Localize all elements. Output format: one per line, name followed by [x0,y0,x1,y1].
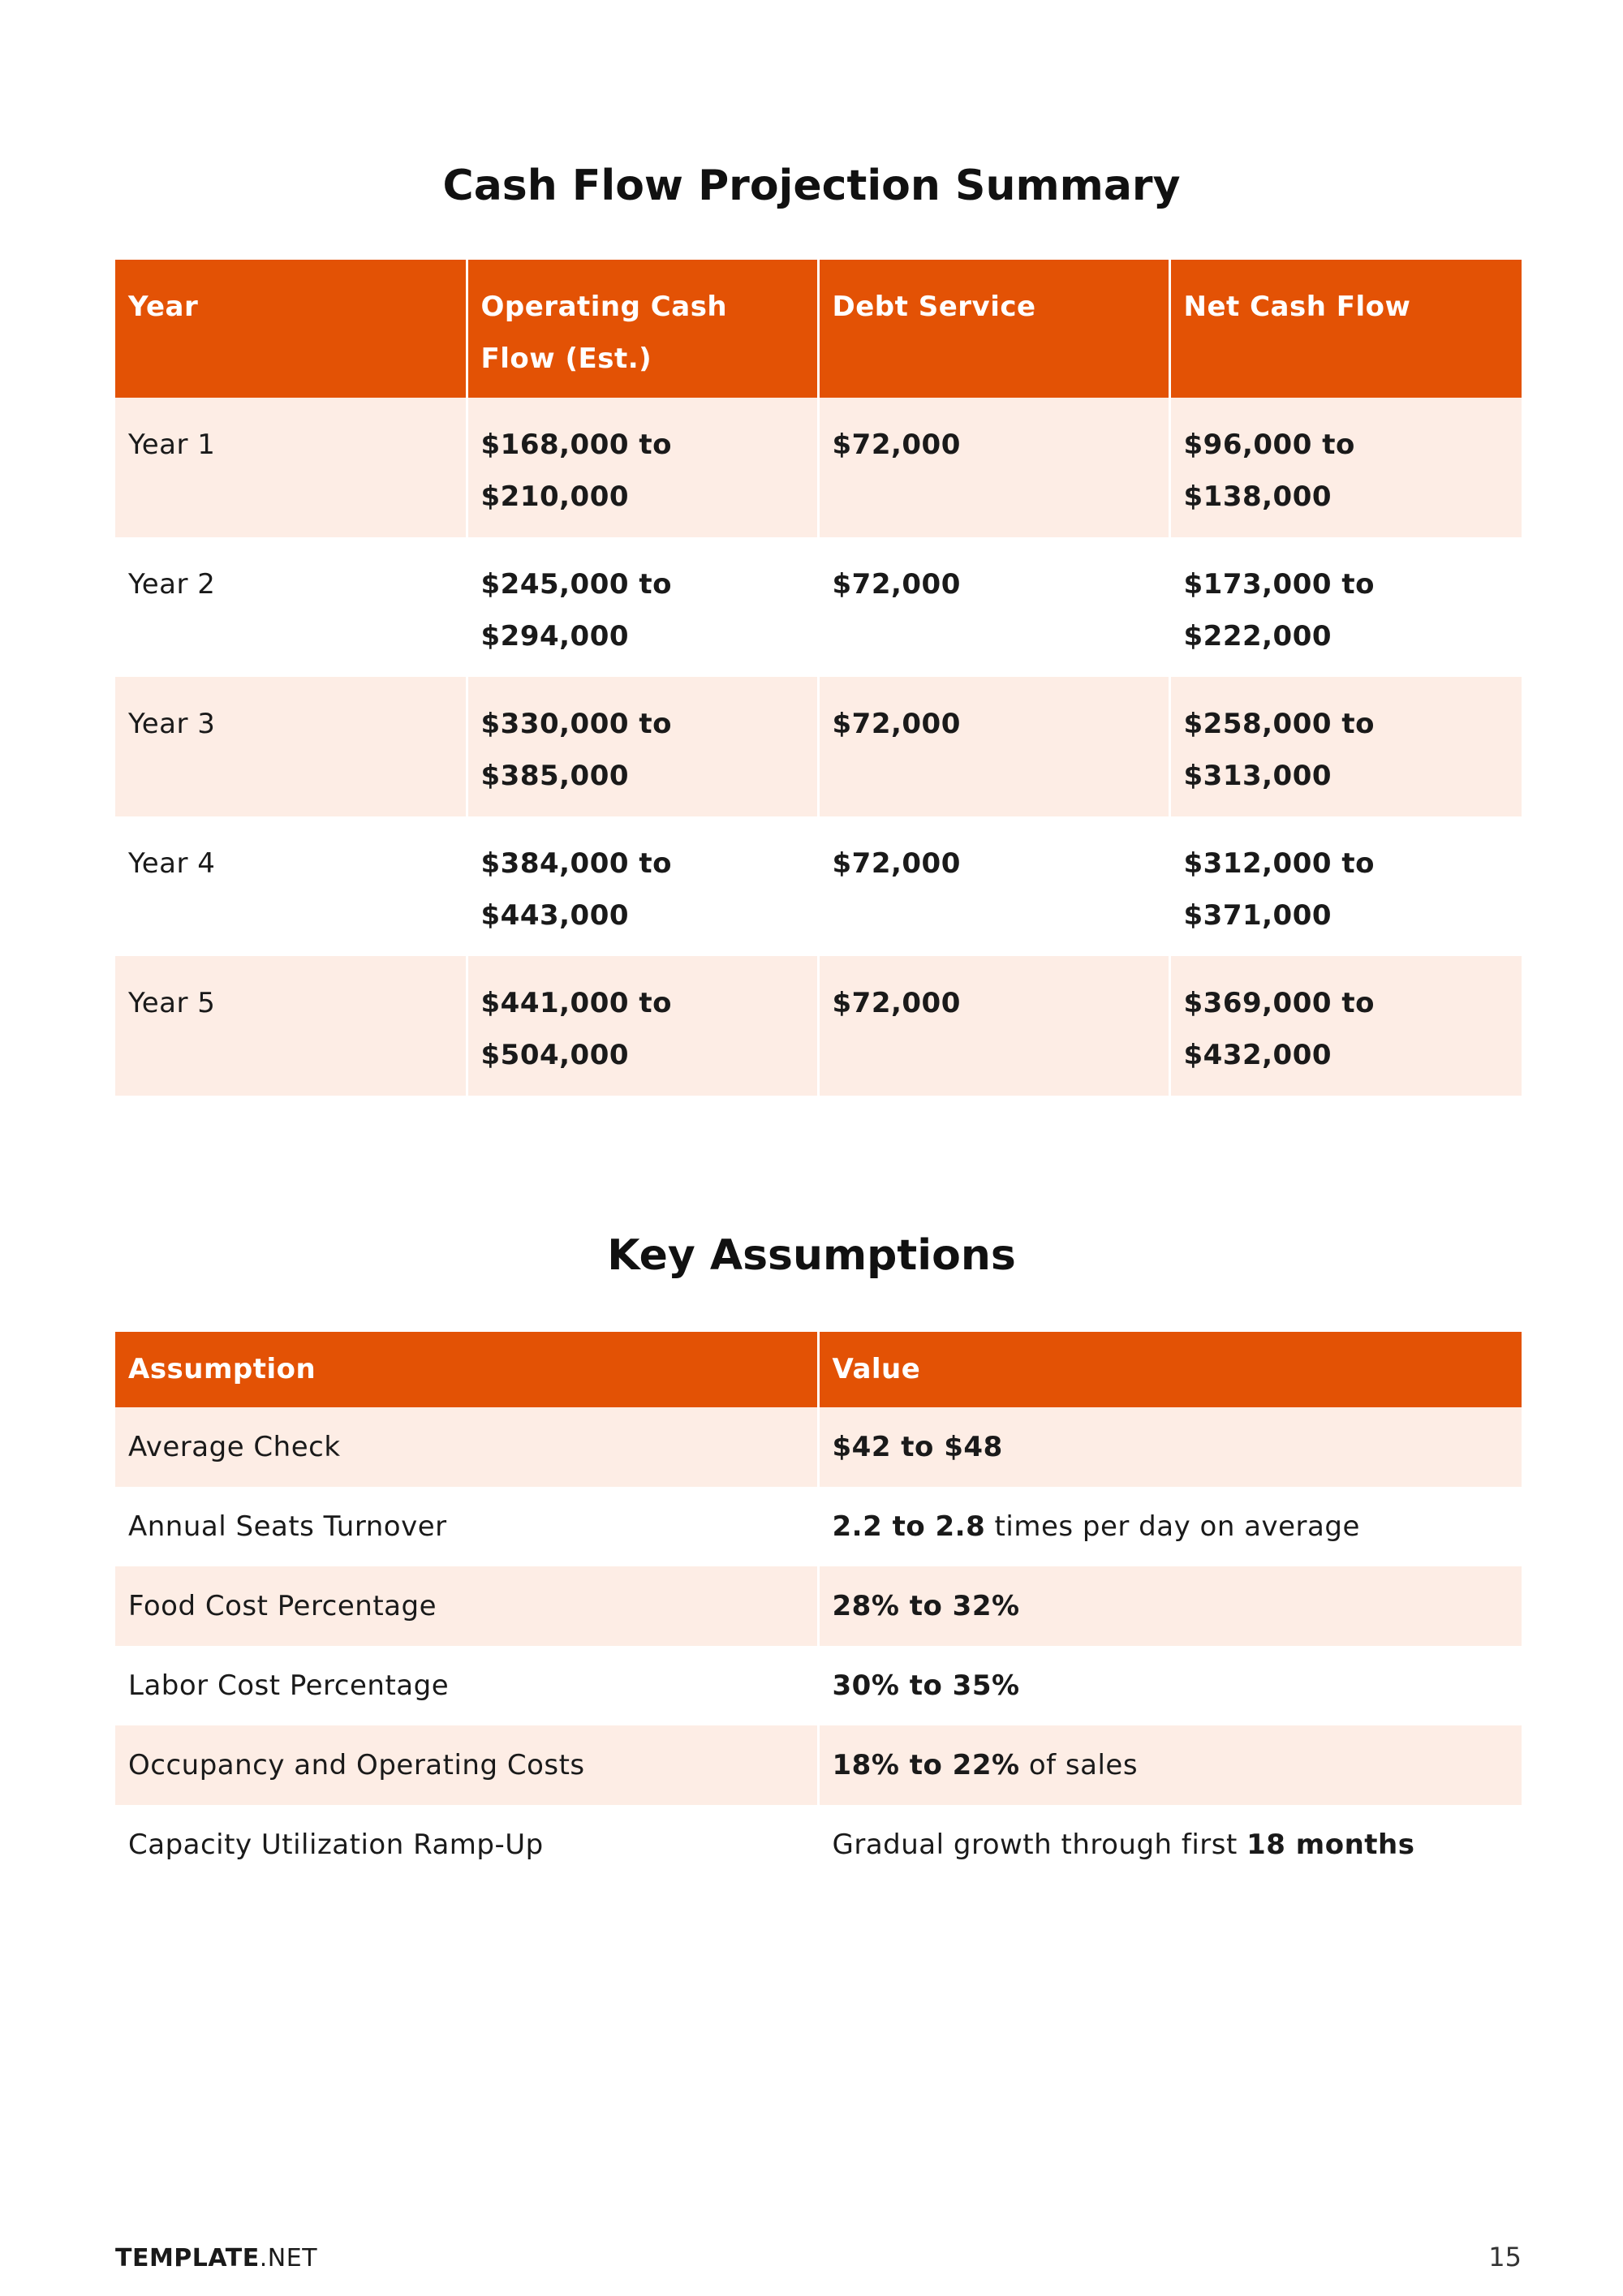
cell-year: Year 1 [115,398,467,537]
cell-value [818,1487,1522,1566]
value-bold: $42 to $48 [832,1431,1003,1463]
value-bold: 18% to 22% [832,1749,1020,1781]
cell-operating: $441,000 to $504,000 [467,956,818,1096]
page-number: 15 [1488,2242,1522,2272]
cell-assumption: Average Check [115,1407,818,1487]
cell-net: $258,000 to $313,000 [1169,677,1522,816]
cell-value [818,1646,1522,1725]
table-row [115,1646,1522,1725]
cell-debt: $72,000 [818,398,1169,537]
key-assumptions-title: Key Assumptions [607,1231,1016,1280]
cell-year: Year 3 [115,677,467,816]
cell-operating: $330,000 to $385,000 [467,677,818,816]
cell-operating: $245,000 to $294,000 [467,537,818,677]
cell-year: Year 5 [115,956,467,1096]
cell-net: $312,000 to $371,000 [1169,816,1522,956]
table-row [115,537,1522,677]
brand-light: .NET [259,2244,318,2272]
footer-brand-logo [115,2244,317,2272]
header-debt-service: Debt Service [818,260,1169,398]
cell-value [818,1407,1522,1487]
cell-assumption: Annual Seats Turnover [115,1487,818,1566]
header-operating-cash-flow: Operating Cash Flow (Est.) [467,260,818,398]
value-bold: 30% to 35% [832,1669,1020,1702]
header-assumption: Assumption [115,1332,818,1407]
brand-strong: TEMPLATE [115,2244,260,2272]
table-row [115,956,1522,1096]
value-rest: of sales [1019,1749,1139,1781]
cell-assumption: Capacity Utilization Ramp-Up [115,1805,818,1885]
cell-debt: $72,000 [818,677,1169,816]
table-row [115,1566,1522,1646]
cell-net: $369,000 to $432,000 [1169,956,1522,1096]
cell-operating: $168,000 to $210,000 [467,398,818,537]
header-year: Year [115,260,467,398]
cash-flow-table [115,260,1522,1096]
value-rest: times per day on average [985,1510,1360,1543]
cell-year: Year 4 [115,816,467,956]
cell-debt: $72,000 [818,816,1169,956]
table-row [115,1805,1522,1885]
cell-net: $173,000 to $222,000 [1169,537,1522,677]
cell-assumption: Labor Cost Percentage [115,1646,818,1725]
header-net-cash-flow: Net Cash Flow [1169,260,1522,398]
cell-debt: $72,000 [818,537,1169,677]
table-row [115,398,1522,537]
table-row [115,816,1522,956]
cash-flow-header-row [115,260,1522,398]
cell-value [818,1725,1522,1805]
key-assumptions-header-row [115,1332,1522,1407]
table-row [115,1487,1522,1566]
cell-assumption: Food Cost Percentage [115,1566,818,1646]
table-row [115,1725,1522,1805]
value-bold: 2.2 to 2.8 [832,1510,986,1543]
value-bold: 18 months [1246,1829,1415,1861]
key-assumptions-table [115,1332,1522,1885]
cell-assumption: Occupancy and Operating Costs [115,1725,818,1805]
cell-debt: $72,000 [818,956,1169,1096]
cell-net: $96,000 to $138,000 [1169,398,1522,537]
header-value: Value [818,1332,1522,1407]
table-row [115,1407,1522,1487]
cell-value [818,1566,1522,1646]
value-bold: 28% to 32% [832,1590,1020,1622]
cash-flow-title: Cash Flow Projection Summary [442,162,1181,210]
cell-year: Year 2 [115,537,467,677]
cell-value [818,1805,1522,1885]
value-lead: Gradual growth through first [832,1829,1247,1861]
cell-operating: $384,000 to $443,000 [467,816,818,956]
table-row [115,677,1522,816]
